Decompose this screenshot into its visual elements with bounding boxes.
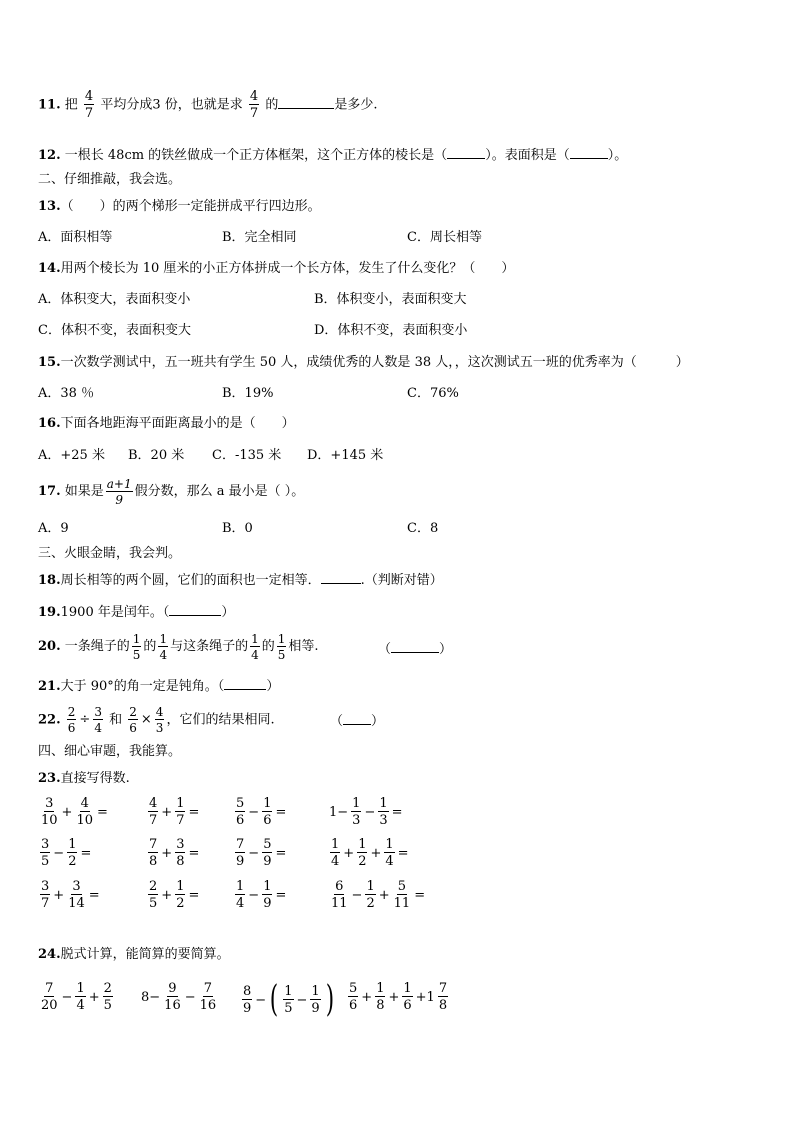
equals-sign: =: [188, 845, 200, 861]
option-a[interactable]: A．面积相等: [38, 230, 113, 245]
fraction: [148, 880, 158, 910]
calc-item: [146, 797, 200, 827]
denominator: 6: [67, 721, 76, 735]
question-number: 22.: [38, 712, 61, 728]
operator: −: [351, 887, 363, 903]
fraction: [283, 985, 293, 1015]
option-c[interactable]: C．8: [407, 521, 439, 536]
question-number: 21.: [38, 679, 61, 694]
operator: +: [388, 989, 400, 1005]
denominator: 8: [376, 998, 385, 1013]
fraction: [40, 838, 50, 868]
q12-text-2: ）。表面积是（: [485, 148, 570, 163]
answer-parens: [330, 712, 384, 731]
fraction: [103, 982, 113, 1012]
denominator: 10: [41, 813, 58, 828]
answer-parens: [378, 640, 452, 659]
numerator: 1: [263, 796, 272, 811]
denominator: 9: [236, 854, 245, 869]
fraction: [67, 706, 77, 734]
q11-text-3: 的: [265, 97, 279, 113]
option-b[interactable]: B．完全相同: [222, 230, 297, 245]
fraction: [235, 797, 245, 827]
numerator: 4: [80, 796, 89, 811]
calc-item: [233, 797, 287, 827]
fraction: [40, 880, 50, 910]
calc-item: [146, 838, 200, 868]
section-heading: 二、仔细推敲，我会选。: [38, 172, 182, 187]
numerator: 7: [149, 837, 158, 852]
question-text: 下面各地距海平面距离最小的是（ ）: [60, 416, 295, 431]
question-number: 14.: [38, 261, 61, 276]
question-text: 用两个棱长为 10 厘米的小正方体拼成一个长方体，发生了什么变化？（ ）: [60, 261, 515, 276]
numerator: 1: [263, 879, 272, 894]
equals-sign: =: [391, 804, 403, 820]
option-a[interactable]: A．体积变大，表面积变小: [38, 292, 191, 307]
fraction: [106, 478, 133, 506]
option-a[interactable]: A．38 ％: [38, 386, 95, 401]
question-number: 15.: [38, 355, 61, 370]
operator: +: [161, 804, 173, 820]
question-number: 18.: [38, 573, 61, 588]
numerator: 3: [94, 705, 102, 719]
denominator: 9: [311, 1001, 320, 1016]
paren-close: ）: [371, 714, 385, 729]
question-text: 脱式计算，能简算的要简算。: [60, 947, 230, 962]
question-11: [38, 90, 377, 120]
denominator: 9: [115, 492, 124, 507]
question-21: [38, 677, 279, 696]
denominator: 4: [331, 854, 340, 869]
question-number: 17.: [38, 484, 61, 499]
denominator: 7: [84, 106, 94, 121]
operator: +: [53, 887, 65, 903]
denominator: 5: [41, 854, 50, 869]
operator: −: [255, 992, 267, 1008]
numerator: 1: [403, 981, 412, 996]
denominator: 4: [94, 721, 102, 735]
question-text: 周长相等的两个圆，它们的面积也一定相等．: [60, 573, 321, 588]
operator: −: [296, 992, 308, 1008]
fraction: [262, 880, 272, 910]
equals-sign: =: [188, 804, 200, 820]
calc-item: [38, 880, 101, 910]
fraction: [402, 982, 412, 1012]
question-text: 大于 90°的角一定是钝角。（: [60, 679, 225, 694]
numerator: 1: [311, 984, 320, 999]
numerator: 1: [176, 796, 185, 811]
equals-sign: =: [414, 887, 426, 903]
question-text: 相等.: [288, 639, 319, 654]
fraction: [365, 880, 375, 910]
denominator: 5: [103, 998, 112, 1013]
calc-item: [328, 797, 404, 827]
denominator: 14: [68, 896, 85, 911]
numerator: 1: [379, 796, 388, 811]
operator: +: [161, 887, 173, 903]
numerator: 1: [176, 879, 185, 894]
question-text: 1900 年是闰年。（: [60, 605, 170, 620]
operand: 8−: [141, 989, 161, 1005]
numerator: 3: [45, 796, 54, 811]
equals-sign: =: [88, 887, 100, 903]
question-text: ，它们的结果相同.: [166, 712, 275, 728]
operand: 1−: [329, 804, 349, 820]
question-18: [38, 571, 443, 590]
question-23: [38, 770, 130, 788]
operator: −: [364, 804, 376, 820]
denominator: 7: [176, 813, 185, 828]
answer-blank[interactable]: [447, 146, 485, 159]
equals-sign: =: [275, 887, 287, 903]
numerator: 3: [72, 879, 81, 894]
numerator: 1: [68, 837, 77, 852]
calc-item: [328, 838, 410, 868]
fraction: [250, 633, 260, 661]
expression-3: [240, 979, 337, 1020]
denominator: 4: [385, 854, 394, 869]
answer-blank[interactable]: [169, 603, 221, 616]
fraction: [132, 633, 142, 661]
question-12: [38, 146, 627, 165]
operator: +1: [415, 989, 435, 1005]
fraction: [175, 838, 185, 868]
question-text: 假分数，那么 a 最小是（ ）。: [134, 484, 305, 499]
paren-close: ）: [439, 642, 453, 657]
denominator: 9: [263, 896, 272, 911]
paren-open: (: [269, 979, 279, 1020]
numerator: 1: [132, 631, 141, 646]
question-text: 如果是: [64, 484, 104, 499]
fraction: [438, 982, 448, 1012]
denominator: 8: [149, 854, 158, 869]
denominator: 8: [176, 854, 185, 869]
fraction: [67, 880, 86, 910]
denominator: 20: [41, 998, 58, 1013]
question-number: 19.: [38, 605, 61, 620]
denominator: 6: [129, 721, 137, 735]
denominator: 6: [349, 998, 358, 1013]
calc-item: [233, 880, 287, 910]
operator: +: [88, 989, 100, 1005]
fraction: [277, 633, 287, 661]
paren-open: （: [330, 714, 344, 729]
question-text: 和: [109, 712, 123, 728]
denominator: 10: [76, 813, 93, 828]
question-15: [38, 354, 689, 372]
q12-text-1: 一根长 48cm 的铁丝做成一个正方体框架，这个正方体的棱长是（: [64, 148, 448, 163]
expression-1: [38, 982, 115, 1012]
denominator: 3: [379, 813, 388, 828]
denominator: 9: [243, 1001, 252, 1016]
denominator: 6: [403, 998, 412, 1013]
denominator: 5: [149, 896, 158, 911]
option-c[interactable]: C．-135 米: [212, 448, 282, 463]
fraction: [393, 880, 412, 910]
numerator: 1: [352, 796, 361, 811]
numerator: 9: [168, 981, 177, 996]
denominator: 8: [438, 998, 448, 1013]
numerator: 2: [129, 705, 137, 719]
numerator: 1: [159, 631, 168, 646]
numerator: 7: [203, 981, 213, 996]
calc-item: [38, 797, 109, 827]
denominator: 3: [352, 813, 361, 828]
operator: ÷: [79, 712, 91, 727]
fraction: [357, 838, 367, 868]
answer-blank[interactable]: [343, 712, 371, 725]
question-number: 11.: [38, 97, 61, 113]
question-number: 16.: [38, 416, 61, 431]
numerator: 4: [249, 89, 259, 104]
operator: +: [61, 804, 73, 820]
denominator: 9: [263, 854, 272, 869]
fraction: [148, 838, 158, 868]
numerator: 7: [45, 981, 54, 996]
numerator: 2: [103, 981, 112, 996]
denominator: 7: [41, 896, 50, 911]
question-19: [38, 603, 234, 622]
question-20: [38, 632, 319, 662]
numerator: 4: [149, 796, 158, 811]
fraction: [158, 633, 168, 661]
operator: −: [53, 845, 65, 861]
option-c[interactable]: C．周长相等: [407, 230, 482, 245]
answer-blank[interactable]: [224, 677, 266, 690]
numerator: 1: [277, 631, 286, 646]
operator: ×: [140, 712, 152, 727]
fraction: [199, 982, 218, 1012]
denominator: 11: [393, 896, 411, 911]
question-number: 13.: [38, 199, 61, 214]
operator: −: [248, 845, 260, 861]
numerator: 7: [236, 837, 245, 852]
fraction: [351, 797, 361, 827]
denominator: 2: [358, 854, 367, 869]
denominator: 2: [176, 896, 185, 911]
fraction: [330, 880, 349, 910]
fraction: [148, 797, 158, 827]
fraction: [375, 982, 385, 1012]
denominator: 4: [159, 647, 168, 662]
numerator: 4: [155, 705, 164, 719]
question-text: ）: [266, 679, 280, 694]
denominator: 5: [284, 1001, 293, 1016]
question-text: .（判断对错）: [360, 573, 443, 588]
fraction: [175, 797, 185, 827]
operator: +: [370, 845, 382, 861]
fraction: [249, 90, 259, 120]
operator: +: [343, 845, 355, 861]
calc-item: [38, 838, 92, 868]
question-number: 12.: [38, 148, 61, 163]
question-text: 一次数学测试中，五一班共有学生 50 人，成绩优秀的人数是 38 人，，这次测试五一班的优秀率为（ ）: [60, 355, 689, 370]
paren-open: （: [378, 642, 392, 657]
option-b[interactable]: B．0: [222, 521, 253, 536]
q11-text-2: 平均分成3 份，也就是求: [100, 97, 243, 113]
option-c[interactable]: C．体积不变，表面积变大: [38, 323, 191, 338]
operator: −: [184, 989, 196, 1005]
q11-text-4: 是多少.: [334, 97, 378, 113]
equals-sign: =: [275, 845, 287, 861]
fraction: [330, 838, 340, 868]
denominator: 2: [68, 854, 77, 869]
numerator: 5: [397, 879, 407, 894]
q11-text-1: 把: [64, 97, 78, 113]
question-text: 直接写得数.: [60, 771, 130, 786]
operator: −: [61, 989, 73, 1005]
denominator: 4: [76, 998, 85, 1013]
numerator: 3: [41, 837, 50, 852]
option-a[interactable]: A．+25 米: [38, 448, 105, 463]
fraction: [310, 985, 320, 1015]
expression-2: [140, 982, 219, 1012]
calc-item: [146, 880, 200, 910]
equals-sign: =: [397, 845, 409, 861]
question-text: ）: [221, 605, 235, 620]
denominator: 16: [164, 998, 181, 1013]
numerator: 2: [149, 879, 158, 894]
denominator: 6: [263, 813, 272, 828]
numerator: 1: [251, 631, 259, 646]
q12-text-3: ）。: [607, 148, 628, 163]
equals-sign: =: [275, 804, 287, 820]
question-22: [38, 705, 275, 736]
denominator: 4: [236, 896, 245, 911]
expression-4: [346, 982, 450, 1012]
numerator: 5: [263, 837, 272, 852]
numerator: 3: [176, 837, 185, 852]
numerator: 5: [349, 981, 358, 996]
numerator: 1: [236, 879, 245, 894]
denominator: 5: [277, 647, 286, 662]
numerator: 5: [236, 796, 245, 811]
equals-sign: =: [80, 845, 92, 861]
paren-close: ): [325, 979, 334, 1020]
question-17: [38, 477, 304, 507]
question-number: 20.: [38, 639, 61, 654]
operator: −: [248, 887, 260, 903]
section-heading: 四、细心审题，我能算。: [38, 744, 182, 759]
numerator: 2: [67, 705, 76, 719]
question-text: 与这条绳子的: [170, 639, 249, 654]
operator: +: [378, 887, 390, 903]
fraction: [235, 838, 245, 868]
answer-blank[interactable]: [278, 96, 334, 109]
numerator: 4: [84, 89, 94, 104]
section-heading: 三、火眼金睛，我会判。: [38, 546, 182, 561]
fraction: [262, 797, 272, 827]
numerator: 1: [284, 984, 293, 999]
calc-item: [328, 880, 426, 910]
fraction: [262, 838, 272, 868]
fraction: [75, 797, 94, 827]
question-text: 的: [261, 639, 275, 654]
question-text: 一条绳子的: [64, 639, 130, 654]
denominator: 16: [199, 998, 217, 1013]
denominator: 7: [149, 813, 158, 828]
denominator: 3: [155, 721, 164, 735]
numerator: 1: [385, 837, 394, 852]
fraction: [348, 982, 358, 1012]
option-b[interactable]: B．20 米: [128, 448, 185, 463]
denominator: 4: [251, 647, 259, 662]
question-16: [38, 415, 295, 433]
numerator: 1: [366, 879, 375, 894]
fraction: [40, 982, 59, 1012]
numerator: 1: [376, 981, 385, 996]
option-a[interactable]: A．9: [38, 521, 69, 536]
question-24: [38, 946, 230, 964]
denominator: 6: [236, 813, 245, 828]
question-text: 的: [143, 639, 157, 654]
fraction: [235, 880, 245, 910]
fraction: [84, 90, 94, 120]
option-c[interactable]: C．76%: [407, 386, 459, 401]
fraction: [128, 706, 138, 734]
fraction: [384, 838, 394, 868]
fraction: [242, 985, 252, 1015]
question-number: 23.: [38, 771, 61, 786]
denominator: 2: [366, 896, 375, 911]
fraction: [378, 797, 388, 827]
numerator: 1: [358, 837, 367, 852]
calc-item: [233, 838, 287, 868]
fraction: [93, 706, 103, 734]
equals-sign: =: [97, 804, 108, 820]
option-d[interactable]: D．+145 米: [307, 448, 384, 463]
numerator: a+1: [106, 476, 132, 491]
question-14: [38, 260, 514, 278]
fraction: [75, 982, 85, 1012]
answer-blank[interactable]: [321, 571, 361, 584]
fraction: [175, 880, 185, 910]
numerator: 1: [76, 981, 85, 996]
fraction: [40, 797, 59, 827]
operator: +: [161, 845, 173, 861]
operator: −: [248, 804, 260, 820]
numerator: 8: [243, 984, 252, 999]
answer-blank[interactable]: [570, 146, 608, 159]
numerator: 1: [331, 837, 340, 852]
numerator: 3: [41, 879, 50, 894]
fraction: [67, 838, 77, 868]
question-13: [38, 198, 321, 216]
question-number: 24.: [38, 947, 61, 962]
numerator: 6: [335, 879, 344, 894]
option-b[interactable]: B．体积变小，表面积变大: [314, 292, 467, 307]
denominator: 7: [249, 106, 259, 121]
question-text: （ ）的两个梯形一定能拼成平行四边形。: [60, 199, 321, 214]
option-b[interactable]: B．19%: [222, 386, 274, 401]
operator: +: [361, 989, 373, 1005]
option-d[interactable]: D．体积不变，表面积变小: [314, 323, 468, 338]
fraction: [163, 982, 182, 1012]
equals-sign: =: [188, 887, 200, 903]
numerator: 7: [438, 981, 448, 996]
answer-blank[interactable]: [391, 640, 439, 653]
denominator: 5: [132, 647, 141, 662]
fraction: [155, 706, 165, 734]
denominator: 11: [331, 896, 348, 911]
